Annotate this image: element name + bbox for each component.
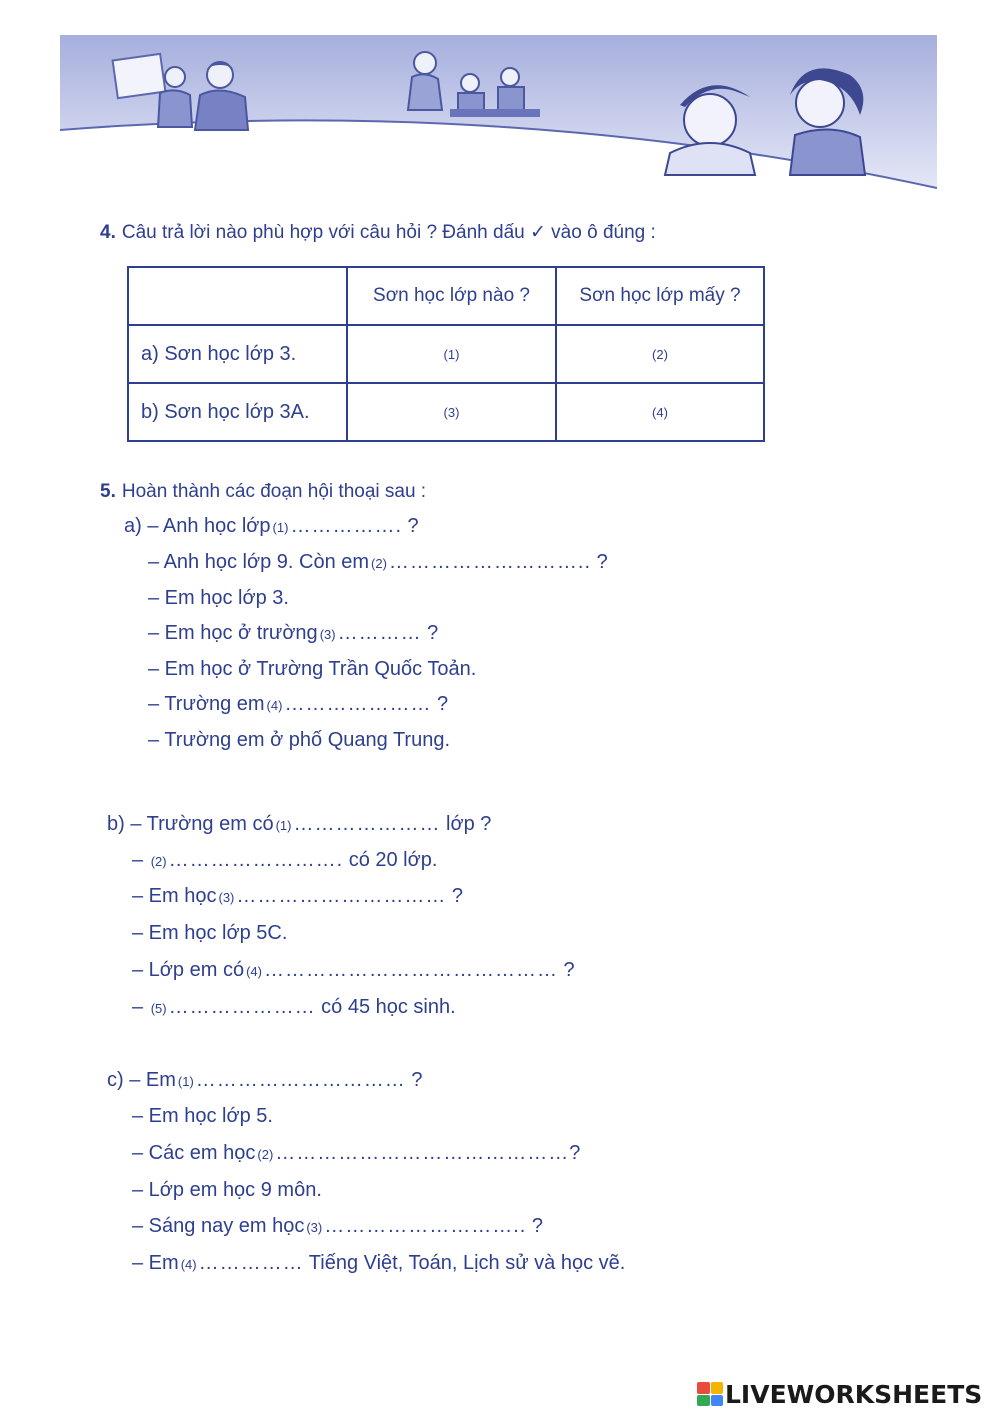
dialogue-line-c4 [132,1179,322,1202]
line-text: – Em học ở trường [148,622,318,644]
line-suffix: ? [446,885,464,907]
answer-blank: ……………………….. [388,551,592,573]
question-4-title [100,221,656,244]
blank-marker: (1) [177,1074,194,1089]
liveworksheets-logo-text: LIVEWORKSHEETS [725,1379,983,1409]
dialogue-line-b1[interactable] [107,813,491,836]
answer-table [127,266,765,442]
answer-cell-2[interactable] [556,325,764,383]
question-4-number: 4. [100,222,116,243]
dialogue-line-a6[interactable] [148,693,448,716]
answer-blank: …………… [198,1252,304,1274]
table-header-col1: Sơn học lớp nào ? [347,267,556,325]
question-5-title [100,481,426,503]
dialogue-line-c3[interactable] [132,1142,580,1165]
line-text: – Em học ở Trường Trần Quốc Toản. [148,658,477,680]
line-text: – Em học [132,885,217,907]
line-text: – Em học lớp 5C. [132,922,288,944]
question-5-text: Hoàn thành các đoạn hội thoại sau : [121,481,427,502]
line-suffix: ? [591,551,608,573]
cell-mark: (3) [443,405,460,420]
answer-blank: ………………… [168,996,316,1018]
dialogue-line-a5 [148,658,476,681]
cell-mark: (2) [652,347,668,362]
blank-marker: (3) [218,890,235,905]
blank-marker: (3) [306,1220,323,1235]
answer-blank: ……………. [290,515,402,537]
blank-marker: (3) [319,627,336,642]
answer-cell-3[interactable] [347,383,556,441]
cell-mark: (1) [443,347,460,362]
liveworksheets-logo-icon [697,1382,723,1406]
line-text: – Lớp em học 9 môn. [132,1179,322,1201]
dialogue-line-b4 [132,922,287,945]
line-text: – [132,996,149,1018]
line-suffix: Tiếng Việt, Toán, Lịch sử và học vẽ. [303,1252,626,1274]
line-text: – Em học lớp 5. [132,1105,273,1127]
answer-blank: …………………………………… [263,959,558,981]
line-text: – Trường em [148,693,265,715]
dialogue-line-c5[interactable] [132,1215,543,1238]
liveworksheets-logo[interactable] [697,1378,997,1410]
table-header-col2: Sơn học lớp mấy ? [556,267,764,325]
table-row [128,383,764,441]
line-text: – Em [132,1252,179,1274]
line-text: – Sáng nay em học [132,1215,305,1237]
dialogue-line-a1[interactable] [124,515,419,538]
blank-marker: (2) [257,1147,274,1162]
dialogue-line-b2[interactable] [132,849,437,872]
line-text: – Các em học [132,1142,256,1164]
answer-cell-1[interactable] [347,325,556,383]
dialogue-line-a7 [148,729,450,752]
answer-blank: ………………………… [236,885,447,907]
question-5-number: 5. [100,481,116,502]
answer-blank: ……………………….. [324,1215,527,1237]
line-text: – Lớp em có [132,959,245,981]
blank-marker: (4) [180,1257,197,1272]
line-suffix: có 20 lớp. [343,849,438,871]
blank-marker: (5) [150,1001,167,1016]
line-suffix: ? [526,1215,544,1237]
question-4-text: Câu trả lời nào phù hợp với câu hỏi ? Đánh dấu ✓ vào ô đúng : [121,222,656,243]
line-suffix: lớp ? [440,813,492,835]
answer-blank: ………………… [293,813,441,835]
table-row-label: b) Sơn học lớp 3A. [128,383,347,441]
answer-blank: ……………………. [168,849,344,871]
line-suffix: ? [557,959,575,981]
table-row-label: a) Sơn học lớp 3. [128,325,347,383]
dialogue-line-c6[interactable] [132,1252,625,1275]
line-text: c) – Em [107,1069,176,1091]
blank-marker: (1) [272,520,289,535]
answer-blank: …………………………………… [275,1142,570,1164]
line-suffix: ? [402,515,419,537]
line-text: – Em học lớp 3. [148,587,289,609]
dialogue-line-b3[interactable] [132,885,463,908]
dialogue-line-b6[interactable] [132,996,456,1019]
blank-marker: (4) [246,964,262,979]
answer-blank: ………………………… [195,1069,406,1091]
line-text: – Trường em ở phố Quang Trung. [148,729,451,751]
line-suffix: ? [431,693,449,715]
blank-marker: (4) [266,698,283,713]
dialogue-line-a3 [148,587,289,610]
line-text: b) – Trường em có [107,813,274,835]
line-suffix: ? [569,1142,581,1164]
table-row [128,325,764,383]
dialogue-line-a2[interactable] [148,551,608,574]
line-text: – Anh học lớp 9. Còn em [148,551,370,573]
cell-mark: (4) [652,405,668,420]
table-header-empty [128,267,347,325]
answer-blank: ………… [337,622,422,644]
header-illustration [60,35,937,195]
line-text: a) – Anh học lớp [124,515,271,537]
dialogue-line-a4[interactable] [148,622,438,645]
answer-blank: ………………… [284,693,432,715]
line-suffix: ? [421,622,439,644]
blank-marker: (2) [371,556,387,571]
line-suffix: ? [405,1069,423,1091]
line-suffix: có 45 học sinh. [315,996,456,1018]
line-text: – [132,849,149,871]
answer-cell-4[interactable] [556,383,764,441]
blank-marker: (1) [275,818,292,833]
table-header-row [128,267,764,325]
dialogue-line-c2 [132,1105,273,1128]
dialogue-line-c1[interactable] [107,1069,422,1092]
blank-marker: (2) [150,854,167,869]
dialogue-line-b5[interactable] [132,959,575,982]
